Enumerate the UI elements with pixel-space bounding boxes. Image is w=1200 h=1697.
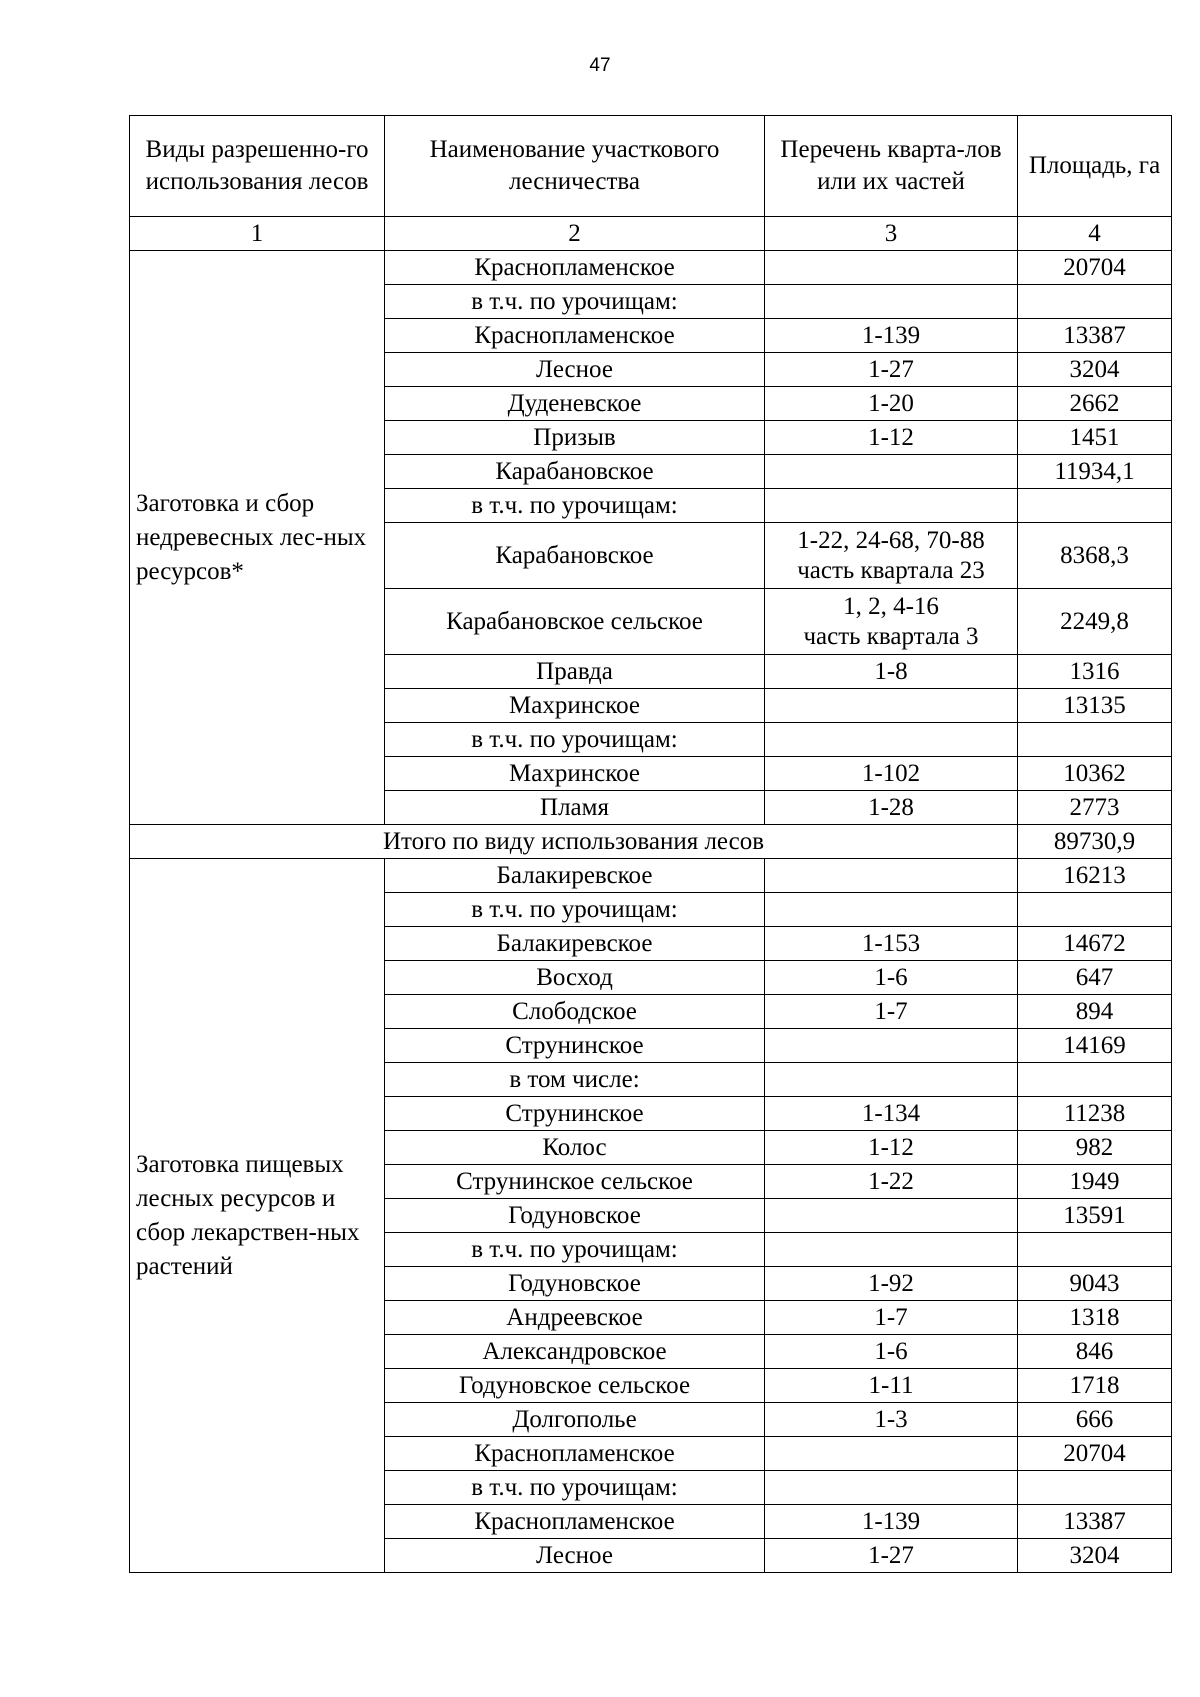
- quarters-cell: 1-12: [765, 421, 1018, 455]
- quarters-cell: 1-153: [765, 927, 1018, 961]
- forestry-name-cell: Балакиревское: [385, 927, 765, 961]
- area-cell: [1018, 1063, 1172, 1097]
- column-header-quarters: Перечень кварта-лов или их частей: [765, 116, 1018, 217]
- quarters-cell: 1-92: [765, 1267, 1018, 1301]
- quarters-cell: 1-102: [765, 757, 1018, 791]
- area-cell: 13387: [1018, 1505, 1172, 1539]
- quarters-line: часть квартала 3: [803, 622, 979, 650]
- area-cell: 982: [1018, 1131, 1172, 1165]
- forestry-name-cell: Махринское: [385, 689, 765, 723]
- forestry-name-cell: в т.ч. по урочищам:: [385, 723, 765, 757]
- column-number: 1: [130, 217, 385, 251]
- area-cell: 16213: [1018, 859, 1172, 893]
- forestry-name-cell: Андреевское: [385, 1301, 765, 1335]
- area-cell: 9043: [1018, 1267, 1172, 1301]
- quarters-cell: [765, 723, 1018, 757]
- quarters-cell: 1-3: [765, 1403, 1018, 1437]
- area-cell: 2662: [1018, 387, 1172, 421]
- area-cell: 11934,1: [1018, 455, 1172, 489]
- area-cell: 1718: [1018, 1369, 1172, 1403]
- quarters-cell: [765, 523, 1018, 589]
- area-cell: 647: [1018, 961, 1172, 995]
- forestry-name-cell: Годуновское сельское: [385, 1369, 765, 1403]
- quarters-cell: [765, 1437, 1018, 1471]
- area-cell: 1316: [1018, 655, 1172, 689]
- quarters-cell: 1-28: [765, 791, 1018, 825]
- forestry-name-cell: Краснопламенское: [385, 319, 765, 353]
- forestry-name-cell: Карабановское: [385, 455, 765, 489]
- area-cell: 13591: [1018, 1199, 1172, 1233]
- quarters-cell: 1-139: [765, 1505, 1018, 1539]
- area-cell: 13135: [1018, 689, 1172, 723]
- quarters-line: 1-22, 24-68, 70-88: [797, 526, 985, 554]
- forestry-name-cell: Краснопламенское: [385, 251, 765, 285]
- column-header-area: Площадь, га: [1018, 116, 1172, 217]
- area-cell: 2249,8: [1018, 589, 1172, 655]
- area-cell: 13387: [1018, 319, 1172, 353]
- forestry-name-cell: Правда: [385, 655, 765, 689]
- column-number: 4: [1018, 217, 1172, 251]
- area-cell: 3204: [1018, 1539, 1172, 1573]
- area-cell: 11238: [1018, 1097, 1172, 1131]
- quarters-cell: 1-6: [765, 1335, 1018, 1369]
- quarters-cell: 1-22: [765, 1165, 1018, 1199]
- column-header-forestry: Наименование участкового лесничества: [385, 116, 765, 217]
- area-cell: [1018, 1233, 1172, 1267]
- quarters-cell: 1-7: [765, 1301, 1018, 1335]
- quarters-cell: 1-134: [765, 1097, 1018, 1131]
- forestry-name-cell: Краснопламенское: [385, 1505, 765, 1539]
- column-header-use-type: Виды разрешенно-го использования лесов: [130, 116, 385, 217]
- quarters-cell: [765, 489, 1018, 523]
- table-row: [130, 859, 1172, 893]
- forest-use-table: [129, 115, 1172, 1573]
- forestry-name-cell: в т.ч. по урочищам:: [385, 285, 765, 319]
- forestry-name-cell: Струнинское: [385, 1029, 765, 1063]
- forestry-name-cell: Александровское: [385, 1335, 765, 1369]
- quarters-cell: 1-8: [765, 655, 1018, 689]
- forestry-name-cell: Лесное: [385, 1539, 765, 1573]
- quarters-cell: [765, 285, 1018, 319]
- total-area: 89730,9: [1018, 825, 1172, 859]
- quarters-cell: [765, 1029, 1018, 1063]
- column-number: 2: [385, 217, 765, 251]
- area-cell: 1451: [1018, 421, 1172, 455]
- forestry-name-cell: Струнинское: [385, 1097, 765, 1131]
- quarters-cell: 1-6: [765, 961, 1018, 995]
- forestry-name-cell: Карабановское сельское: [385, 589, 765, 655]
- quarters-cell: 1-12: [765, 1131, 1018, 1165]
- group2-body: [130, 859, 1172, 1573]
- forestry-name-cell: Краснопламенское: [385, 1437, 765, 1471]
- forestry-name-cell: Пламя: [385, 791, 765, 825]
- quarters-cell: 1-27: [765, 353, 1018, 387]
- area-cell: 10362: [1018, 757, 1172, 791]
- quarters-cell: 1-11: [765, 1369, 1018, 1403]
- quarters-cell: 1-20: [765, 387, 1018, 421]
- forestry-name-cell: Махринское: [385, 757, 765, 791]
- forestry-name-cell: Долгополье: [385, 1403, 765, 1437]
- area-cell: 2773: [1018, 791, 1172, 825]
- quarters-cell: [765, 1471, 1018, 1505]
- forestry-name-cell: в т.ч. по урочищам:: [385, 1233, 765, 1267]
- forestry-name-cell: Балакиревское: [385, 859, 765, 893]
- forestry-name-cell: Карабановское: [385, 523, 765, 589]
- area-cell: 20704: [1018, 251, 1172, 285]
- total-label: Итого по виду использования лесов: [130, 825, 1018, 859]
- quarters-cell: [765, 859, 1018, 893]
- area-cell: [1018, 893, 1172, 927]
- quarters-cell: [765, 251, 1018, 285]
- area-cell: 14672: [1018, 927, 1172, 961]
- area-cell: 1318: [1018, 1301, 1172, 1335]
- group1-body: [130, 251, 1172, 825]
- area-cell: 14169: [1018, 1029, 1172, 1063]
- area-cell: 666: [1018, 1403, 1172, 1437]
- area-cell: 1949: [1018, 1165, 1172, 1199]
- forestry-name-cell: Слободское: [385, 995, 765, 1029]
- quarters-cell: [765, 455, 1018, 489]
- area-cell: 8368,3: [1018, 523, 1172, 589]
- use-type-cell: Заготовка и сбор недревесных лес-ных ресурсов*: [130, 251, 385, 825]
- table-row: [130, 251, 1172, 285]
- forestry-name-cell: в т.ч. по урочищам:: [385, 489, 765, 523]
- quarters-cell: [765, 1063, 1018, 1097]
- forestry-name-cell: Дуденевское: [385, 387, 765, 421]
- quarters-cell: 1-27: [765, 1539, 1018, 1573]
- forestry-name-cell: Годуновское: [385, 1267, 765, 1301]
- quarters-cell: [765, 689, 1018, 723]
- forestry-name-cell: Восход: [385, 961, 765, 995]
- quarters-cell: [765, 893, 1018, 927]
- forestry-name-cell: Призыв: [385, 421, 765, 455]
- quarters-cell: [765, 1199, 1018, 1233]
- area-cell: [1018, 723, 1172, 757]
- quarters-line: часть квартала 23: [797, 556, 985, 584]
- forestry-name-cell: Колос: [385, 1131, 765, 1165]
- forestry-name-cell: в т.ч. по урочищам:: [385, 1471, 765, 1505]
- area-cell: [1018, 1471, 1172, 1505]
- area-cell: [1018, 285, 1172, 319]
- forestry-name-cell: Годуновское: [385, 1199, 765, 1233]
- quarters-cell: [765, 589, 1018, 655]
- quarters-cell: 1-7: [765, 995, 1018, 1029]
- use-type-cell: Заготовка пищевых лесных ресурсов и сбор лекарствен-ных растений: [130, 859, 385, 1573]
- column-number: 3: [765, 217, 1018, 251]
- page-number: 47: [589, 55, 611, 76]
- area-cell: 846: [1018, 1335, 1172, 1369]
- area-cell: 20704: [1018, 1437, 1172, 1471]
- quarters-cell: [765, 1233, 1018, 1267]
- area-cell: [1018, 489, 1172, 523]
- quarters-cell: 1-139: [765, 319, 1018, 353]
- area-cell: 3204: [1018, 353, 1172, 387]
- area-cell: 894: [1018, 995, 1172, 1029]
- forestry-name-cell: Струнинское сельское: [385, 1165, 765, 1199]
- forestry-name-cell: Лесное: [385, 353, 765, 387]
- forestry-name-cell: в т.ч. по урочищам:: [385, 893, 765, 927]
- quarters-line: 1, 2, 4-16: [843, 592, 939, 620]
- forestry-name-cell: в том числе:: [385, 1063, 765, 1097]
